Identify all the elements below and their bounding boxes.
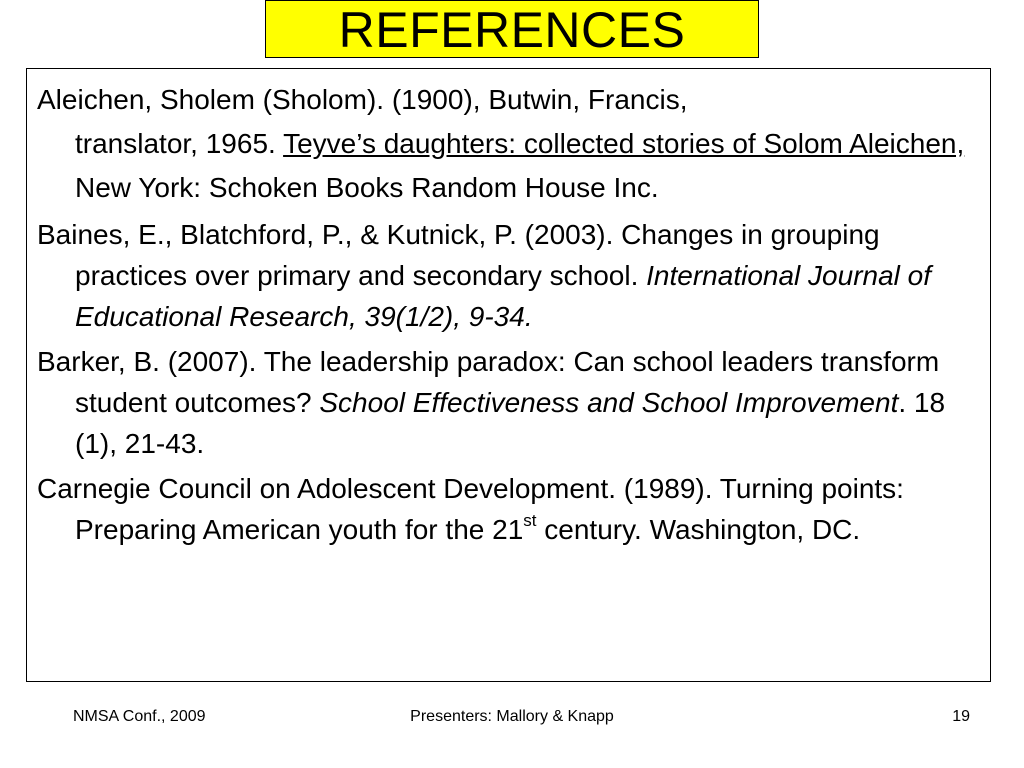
footer-presenters: Presenters: Mallory & Knapp: [410, 708, 614, 725]
reference-2-authors: Baines, E., Blatchford, P., & Kutnick, P. (2003). Changes in grouping practices over primary and secondary school.: [37, 219, 880, 291]
reference-4-location: century. Washington, DC.: [536, 514, 861, 545]
footer-conference: NMSA Conf., 2009: [73, 708, 206, 725]
reference-entry-1: [37, 78, 980, 210]
slide-title: REFERENCES: [338, 2, 686, 58]
reference-4-authors: Carnegie Council on Adolescent Development. (1989). Turning points: Preparing American youth for the 21: [37, 473, 904, 545]
reference-entry-3: [37, 341, 980, 464]
reference-1-title: Teyve’s daughters: collected stories of Solom Aleichen,: [283, 128, 965, 159]
footer-page-number: 19: [952, 708, 970, 725]
reference-1-translator: translator, 1965.: [75, 128, 284, 159]
reference-entry-4: [37, 468, 980, 550]
reference-3-journal: School Effectiveness and School Improvement: [319, 387, 899, 418]
reference-4-superscript: st: [523, 510, 537, 530]
reference-3-authors: Barker, B. (2007). The leadership paradox: Can school leaders transform student outcomes?: [37, 346, 940, 418]
reference-3-volume: . 18 (1), 21-43.: [75, 387, 946, 459]
reference-1-authors: Aleichen, Sholem (Sholom). (1900), Butwin, Francis,: [37, 84, 688, 115]
title-box: [265, 0, 759, 58]
reference-1-publisher: New York: Schoken Books Random House Inc.: [75, 172, 659, 203]
references-box: [26, 68, 991, 682]
reference-entry-2: [37, 214, 980, 337]
reference-2-journal: International Journal of Educational Research, 39(1/2), 9-34.: [75, 260, 932, 332]
